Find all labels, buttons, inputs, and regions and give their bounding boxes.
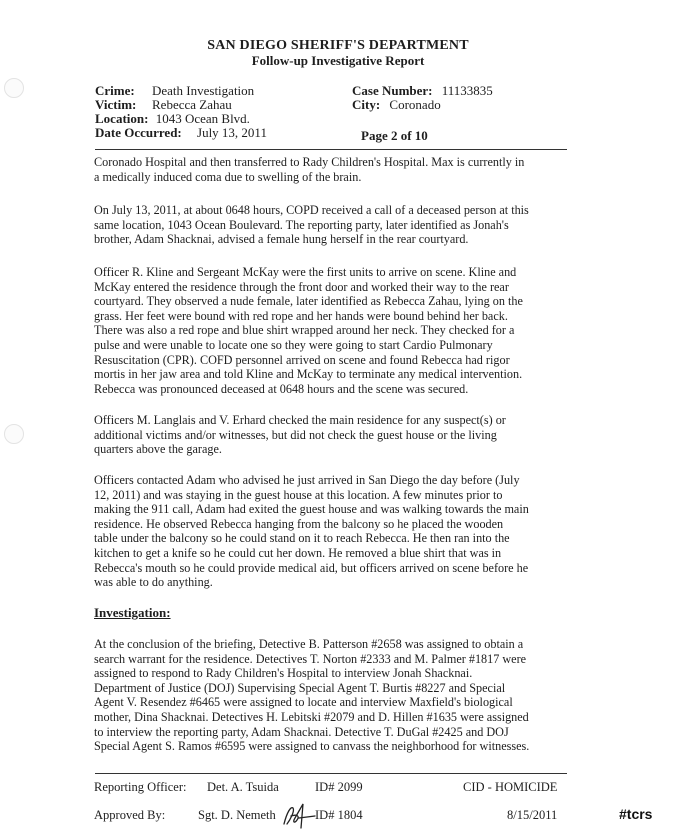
approved-by-label: Approved By: [94, 808, 166, 822]
punch-hole-mark [4, 424, 24, 444]
victim-value: Rebecca Zahau [152, 97, 232, 112]
crime-value: Death Investigation [152, 83, 255, 98]
paragraph-arrival: Officer R. Kline and Sergeant McKay were the first units to arrive on scene. Kline and McKay entered the residence through the front door and worked their way to the rear courtyard. They observed a nude female, later identified as Rebecca Zahau, lying on the grass. Her feet were bound with red rope and her hands were bound behind her back. There was also a red rope and blue shirt wrapped around her neck. They checked for a pulse and were unable to locate one so they were going to start Cardio Pulmonary Resuscitation (CPR). COFD personnel arrived on scene and found Rebecca had rigor mortis in her jaw area and told Kline and McKay to terminate any medical intervention. Rebecca was pronounced deceased at 0648 hours and the scene was secured. [94, 265, 523, 396]
footer-divider [95, 773, 567, 774]
crime-field [95, 83, 255, 98]
paragraph-hospital: Coronado Hospital and then transferred to Rady Children's Hospital. Max is currently in a medically induced coma due to swelling of the brain. [94, 155, 525, 184]
watermark-tag: #tcrs [619, 806, 653, 822]
paragraph-call: On July 13, 2011, at about 0648 hours, COPD received a call of a deceased person at this same location, 1043 Ocean Boulevard. The reporting party, later identified as Jonah's brother, Adam Shacknai, advised a female hung herself in the rear courtyard. [94, 203, 529, 247]
reporting-officer-value: Det. A. Tsuida [207, 780, 279, 794]
unit-label: CID - HOMICIDE [463, 780, 558, 794]
header-divider [95, 149, 567, 150]
investigation-heading: Investigation: [94, 605, 171, 620]
paragraph-search: Officers M. Langlais and V. Erhard checked the main residence for any suspect(s) or additional victims and/or witnesses, but did not check the guest house or the living quarters above the garage. [94, 413, 506, 457]
page-number: Page 2 of 10 [361, 128, 428, 143]
victim-field [95, 97, 232, 112]
approved-date: 8/15/2011 [507, 808, 558, 822]
date-occurred-field [95, 125, 267, 140]
city-label: City: [352, 97, 381, 112]
punch-hole-mark [4, 78, 24, 98]
crime-label: Crime: [95, 83, 135, 98]
city-field [352, 97, 441, 112]
department-title: SAN DIEGO SHERIFF'S DEPARTMENT [207, 38, 469, 53]
paragraph-adam-statement: Officers contacted Adam who advised he just arrived in San Diego the day before (July 12, 2011) and was staying in the guest house at this location. A few minutes prior to making the 911 call, Adam had exited the guest house and was walking towards the main residence. He observed Rebecca hanging from the balcony so he placed the wooden table under the balcony so he could stand on it to reach Rebecca. He then ran into the kitchen to get a knife so he could cut her down. He removed a blue shirt that was in Rebecca's mouth so he could provide medical aid, but officers arrived on scene before he was able to do anything. [94, 473, 529, 590]
case-number-label: Case Number: [352, 83, 433, 98]
approved-by-value: Sgt. D. Nemeth [198, 808, 276, 822]
location-field [95, 111, 250, 126]
paragraph-investigation: At the conclusion of the briefing, Detective B. Patterson #2658 was assigned to obtain a search warrant for the residence. Detectives T. Norton #2333 and M. Palmer #1817 were assigned to respond to Rady Children's Hospital to interview Jonah Shacknai. Department of Justice (DOJ) Supervising Special Agent T. Burtis #8227 and Special Agent V. Resendez #6465 were assigned to locate and interview Maxfield's biological mother, Dina Shacknai. Detectives H. Lebitski #2079 and D. Hillen #1635 were assigned to interview the reporting party, Adam Shacknai. Detective T. DuGal #2425 and DOJ Special Agent S. Ramos #6595 were assigned to canvass the neighborhood for witnesses. [94, 637, 530, 754]
reporting-officer-id: ID# 2099 [315, 780, 363, 794]
location-value: 1043 Ocean Blvd. [155, 111, 250, 126]
location-label: Location: [95, 111, 149, 126]
case-number-field [352, 83, 493, 98]
approved-by-id: ID# 1804 [315, 808, 363, 822]
reporting-officer-label: Reporting Officer: [94, 780, 187, 794]
date-occurred-label: Date Occurred: [95, 125, 182, 140]
report-type-title: Follow-up Investigative Report [251, 53, 425, 68]
city-value: Coronado [389, 97, 441, 112]
case-number-value: 11133835 [441, 83, 493, 98]
initials-signature [281, 802, 321, 830]
date-occurred-value: July 13, 2011 [197, 125, 267, 140]
victim-label: Victim: [95, 97, 137, 112]
